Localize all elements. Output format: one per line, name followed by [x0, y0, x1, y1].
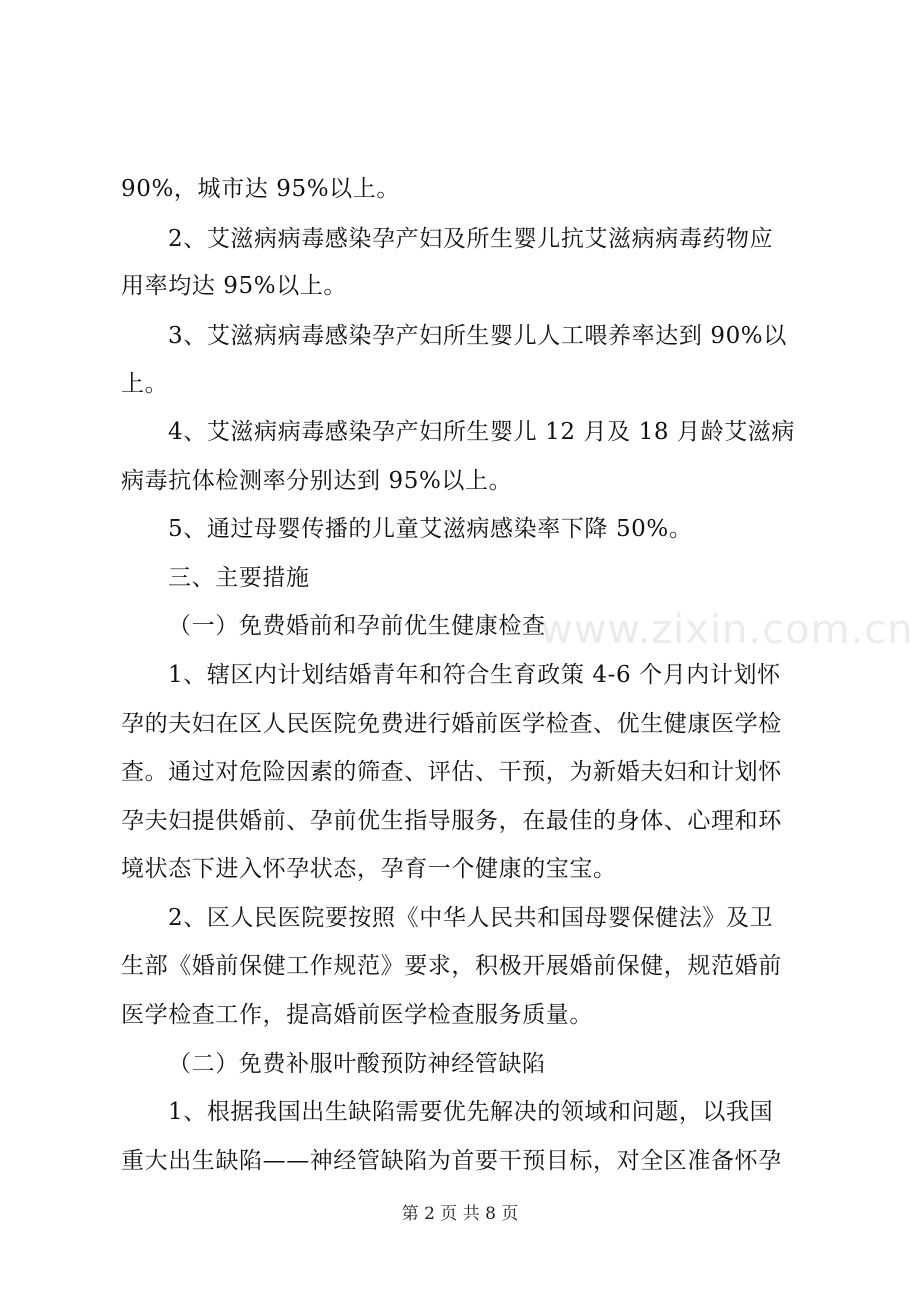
subsection-heading: （一）免费婚前和孕前优生健康检查 [168, 613, 546, 639]
text-line: 5、通过母婴传播的儿童艾滋病感染率下降 50%。 [168, 516, 693, 542]
text-line: 90%，城市达 95%以上。 [121, 176, 400, 202]
text-line: 用率均达 95%以上。 [121, 273, 348, 299]
watermark-text: www.zixin.com.cn [540, 607, 914, 653]
text-line: 3、艾滋病病毒感染孕产妇所生婴儿人工喂养率达到 90%以 [168, 323, 787, 349]
text-line: 境状态下进入怀孕状态，孕育一个健康的宝宝。 [121, 856, 617, 882]
text-line: 1、根据我国出生缺陷需要优先解决的领域和问题，以我国 [168, 1099, 774, 1125]
text-line: 重大出生缺陷——神经管缺陷为首要干预目标，对全区准备怀孕 [121, 1148, 782, 1174]
text-line: 2、艾滋病病毒感染孕产妇及所生婴儿抗艾滋病病毒药物应 [168, 226, 774, 252]
page-footer: 第 2 页 共 8 页 [401, 1204, 519, 1224]
text-line: 2、区人民医院要按照《中华人民共和国母婴保健法》及卫 [168, 905, 774, 931]
text-line: 1、辖区内计划结婚青年和符合生育政策 4-6 个月内计划怀 [168, 662, 781, 688]
subsection-heading: （二）免费补服叶酸预防神经管缺陷 [168, 1051, 546, 1077]
section-heading: 三、主要措施 [168, 565, 310, 591]
text-line: 生部《婚前保健工作规范》要求，积极开展婚前保健，规范婚前 [121, 953, 782, 979]
text-line: 孕的夫妇在区人民医院免费进行婚前医学检查、优生健康医学检 [121, 711, 782, 737]
text-line: 4、艾滋病病毒感染孕产妇所生婴儿 12 月及 18 月龄艾滋病 [168, 419, 796, 445]
text-line: 孕夫妇提供婚前、孕前优生指导服务，在最佳的身体、心理和环 [121, 808, 782, 834]
text-line: 医学检查工作，提高婚前医学检查服务质量。 [121, 1002, 593, 1028]
text-line: 上。 [121, 371, 169, 397]
text-line: 病毒抗体检测率分别达到 95%以上。 [121, 468, 513, 494]
text-line: 查。通过对危险因素的筛查、评估、干预，为新婚夫妇和计划怀 [121, 759, 782, 785]
